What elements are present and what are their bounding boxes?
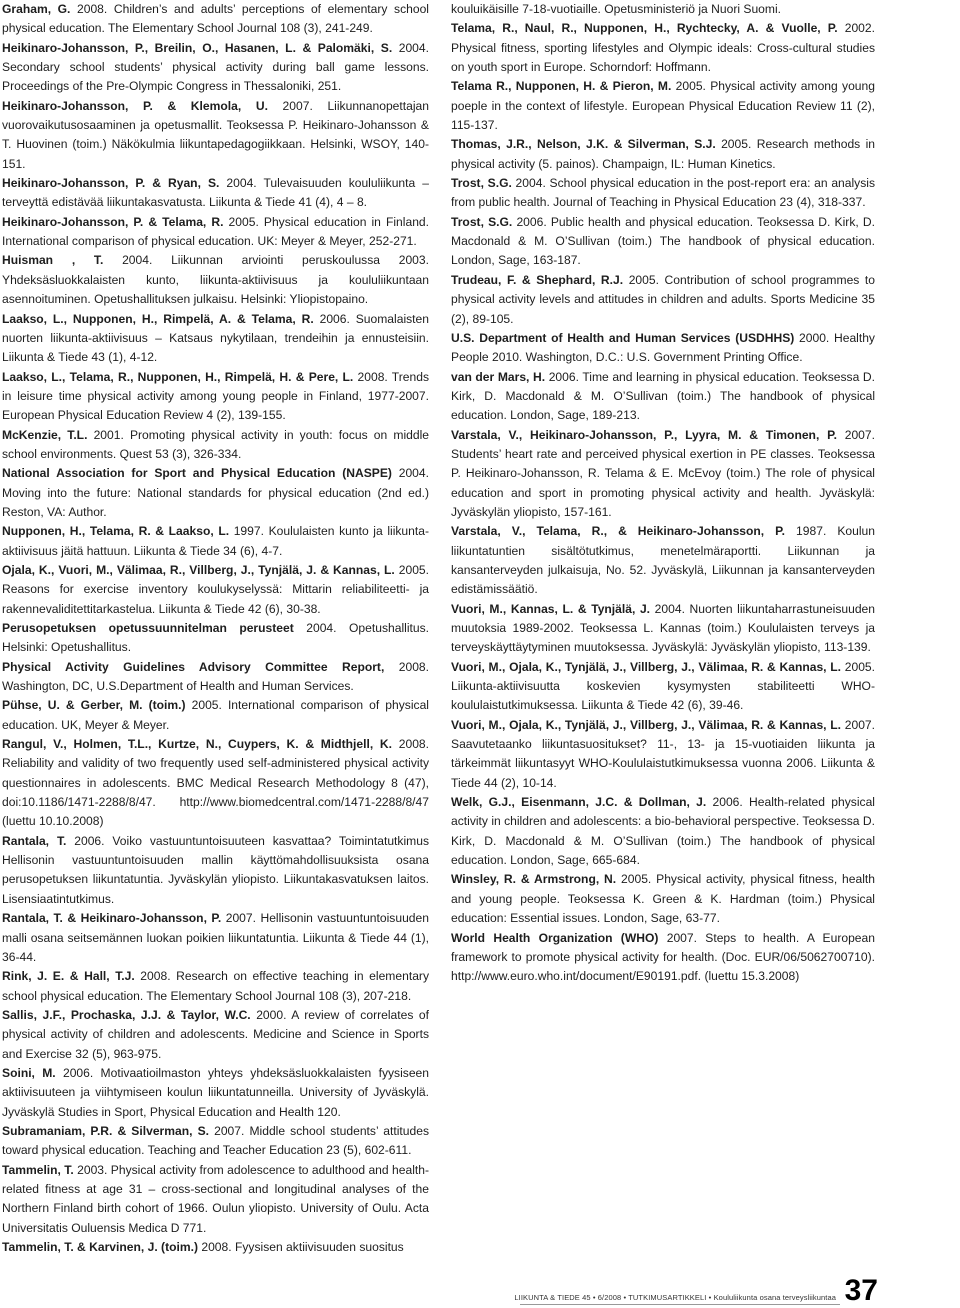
reference-entry: [2, 251, 429, 309]
reference-entry: [2, 0, 429, 39]
reference-text: 2006. Time and learning in physical education. Teoksessa D. Kirk, D. Macdonald & M. O’Sullivan (toim.) The handbook of physical education. London, Sage, 189-213.: [451, 369, 875, 423]
reference-text: 2004. Liikunnan arviointi peruskoulussa 2003. Yhdeksäsluokkalaisten kunto, liikunta-aktiivisuus ja koululiikuntaan asennoituminen. Opetushallituksen julkaisu. Helsinki: Yliopistopaino.: [2, 253, 429, 307]
reference-text: 2006. Suomalaisten nuorten liikunta-aktiivisuus – Katsaus nykytilaan, trendeihin ja ennusteisiin. Liikunta & Tiede 43 (1), 4-12.: [2, 311, 429, 365]
page-number: 37: [844, 1274, 878, 1307]
reference-author: Rantala, T. & Heikinaro-Johansson, P.: [2, 911, 222, 926]
reference-text: 2008. Reliability and validity of two frequently used self-administered physical activity questionnaires in adolescents. BMC Medical Research Methodology 8 (47), doi:10.1186/1471-2288/8/47. http://www.biomedcentral.com/1471-2288/8/47 (luettu 10.10.2008): [2, 737, 430, 829]
reference-author: Vuori, M., Ojala, K., Tynjälä, J., Villberg, J., Välimaa, R. & Kannas, L.: [451, 659, 842, 674]
running-head: [514, 1293, 836, 1302]
reference-entry: [451, 135, 875, 174]
reference-entry: [451, 716, 875, 793]
reference-text: 2007. Steps to health. A European framework to promote physical activity for health. (Doc. EUR/06/5062700710). http://www.euro.who.int/document/E90191.pdf. (luettu 15.3.2008): [451, 930, 875, 984]
reference-author: Varstala, V., Heikinaro-Johansson, P., Lyyra, M. & Timonen, P.: [451, 427, 837, 442]
reference-author: Subramaniam, P.R. & Silverman, S.: [2, 1123, 210, 1138]
reference-text: 2005. International comparison of physical education. UK, Meyer & Meyer.: [2, 698, 429, 732]
reference-text: 2005. Reasons for exercise inventory koulukyselyssä: Mittarin reliabiliteetti- ja rakennevaliditettitarkastelua. Liikunta & Tiede 42 (6), 30-38.: [2, 562, 430, 616]
reference-author: Telama, R., Naul, R., Nupponen, H., Rychtecky, A. & Vuolle, P.: [451, 21, 838, 36]
reference-author: Vuori, M., Kannas, L. & Tynjälä, J.: [451, 601, 651, 616]
reference-entry: [2, 619, 429, 658]
reference-author: Laakso, L., Nupponen, H., Rimpelä, A. & Telama, R.: [2, 311, 314, 326]
reference-entry: [2, 1238, 429, 1257]
reference-author: Heikinaro-Johansson, P., Breilin, O., Hasanen, L. & Palomäki, S.: [2, 40, 393, 55]
reference-author: U.S. Department of Health and Human Services (USDHHS): [451, 330, 795, 345]
reference-author: Heikinaro-Johansson, P. & Telama, R.: [2, 214, 224, 229]
reference-text: 2008. Research on effective teaching in elementary school physical education. The Elementary School Journal 108 (3), 207-218.: [2, 969, 429, 1003]
reference-author: Pühse, U. & Gerber, M. (toim.): [2, 698, 186, 713]
reference-text: 2001. Promoting physical activity in youth: focus on middle school environments. Quest 53 (3), 326-334.: [2, 427, 430, 461]
reference-text: 1997. Koululaisten kunto ja liikunta-aktiivisuus jäitä hattuun. Liikunta & Tiede 34 (6), 4-7.: [2, 524, 430, 558]
reference-text: 2007. Students’ heart rate and perceived physical exertion in PE classes. Teoksessa P. Heikinaro-Johansson, R. Telama & E. McEvoy (toim.) The role of physical education and sport in promoting physical activity and health. Jyväskylä: Jyväskylän yliopisto, 157-161.: [451, 427, 875, 519]
reference-author: Tammelin, T. & Karvinen, J. (toim.): [2, 1240, 198, 1254]
reference-text: 2000. A review of correlates of physical activity of children and adolescents. Medicine and Science in Sports and Exercise 32 (5), 963-975.: [2, 1007, 430, 1061]
reference-entry: [2, 967, 429, 1006]
reference-text: 2003. Physical activity from adolescence to adulthood and health-related fitness at age 31 – cross-sectional and longitudinal analyses of the Northern Finland birth cohort of 1966. Oulun yliopisto. University of Oulu. Acta Universitatis Ouluensis Medica D 771.: [2, 1162, 429, 1235]
reference-author: Heikinaro-Johansson, P. & Klemola, U.: [2, 98, 268, 113]
reference-entry: [451, 271, 875, 329]
reference-text: 2004. School physical education in the post-report era: an analysis from public health. Journal of Teaching in Physical Education 23 (4), 318-337.: [451, 176, 876, 210]
reference-text: 2004. Tulevaisuuden koululiikunta – terveyttä edistävää liikuntakasvatusta. Liikunta & Tiede 41 (4), 4 – 8.: [2, 176, 429, 210]
reference-text: 2007. Middle school students’ attitudes toward physical education. Teaching and Teacher Education 23 (5), 602-611.: [2, 1123, 430, 1158]
reference-author: Heikinaro-Johansson, P. & Ryan, S.: [2, 176, 220, 191]
reference-author: Varstala, V., Telama, R., & Heikinaro-Johansson, P.: [451, 524, 786, 539]
reference-entry: [2, 1161, 429, 1238]
reference-entry: [2, 310, 429, 368]
reference-text: 2006. Public health and physical education. Teoksessa D. Kirk, D. Macdonald & M. O’Sullivan (toim.) The handbook of physical education. London, Sage, 163-187.: [451, 214, 875, 268]
reference-text: 2006. Voiko vastuuntuntoisuuteen kasvattaa? Toimintatutkimus Hellisonin vastuuntuntoisuuden mallin käyttömahdollisuuksista osana perusopetuksen liikuntatuntia. Jyväskylän yliopisto. Liikuntakasvatuksen laitos. Lisensiaatintutkimus.: [2, 833, 429, 906]
reference-entry: [451, 368, 875, 426]
footer-divider: [520, 1304, 840, 1305]
reference-author: Trudeau, F. & Shephard, R.J.: [451, 272, 624, 287]
reference-text: 2004. Moving into the future: National standards for physical education (2nd ed.) Reston, VA: Author.: [2, 466, 429, 519]
reference-author: Vuori, M., Ojala, K., Tynjälä, J., Villberg, J., Välimaa, R. & Kannas, L.: [451, 717, 842, 732]
reference-author: Tammelin, T.: [2, 1162, 74, 1177]
reference-entry: [2, 174, 429, 213]
reference-author: Physical Activity Guidelines Advisory Committee Report,: [2, 659, 385, 674]
reference-author: Rink, J. E. & Hall, T.J.: [2, 969, 135, 984]
reference-text: 2006. Motivaatioilmaston yhteys yhdeksäsluokkalaisten fyysiseen aktiivisuuteen ja viihtymiseen koulun liikuntatunneilla. University of Jyväskylä. Jyväskylä Studies in Sport, Physical Education and Health 120.: [2, 1065, 430, 1119]
reference-text: 2008. Washington, DC, U.S.Department of Health and Human Services.: [2, 659, 430, 694]
right-reference-column: [451, 0, 875, 987]
reference-author: Telama R., Nupponen, H. & Pieron, M.: [451, 79, 672, 94]
reference-entry: [2, 735, 429, 832]
reference-author: Trost, S.G.: [451, 214, 513, 229]
reference-author: Nupponen, H., Telama, R. & Laakso, L.: [2, 524, 230, 539]
reference-author: Huisman , T.: [2, 253, 104, 268]
reference-text: 2005. Research methods in physical activity (5. painos). Champaign, IL: Human Kinetics.: [451, 137, 875, 171]
reference-text: 1987. Koulun liikuntatuntien sisältötutkimus, menetelmäraportti. Liikunnan ja kansanterveyden julkaisuja, No. 52. Jyväskylä, Liikunnan ja kansanterveyden edistämissäätiö.: [451, 524, 875, 597]
reference-entry: [2, 1064, 429, 1122]
reference-entry: [2, 909, 429, 967]
reference-entry: [451, 522, 875, 599]
reference-author: Soini, M.: [2, 1065, 56, 1080]
reference-text: 2007. Liikunnanopettajan vuorovaikutusosaaminen ja opetusmallit. Teoksessa P. Heikinaro-Johansson & T. Huovinen (toim.) Näkökulmia liikuntapedagogiikkaan. Helsinki, WSOY, 140-151.: [2, 98, 429, 171]
reference-author: World Health Organization (WHO): [451, 930, 659, 945]
reference-text: 2008. Fyysisen aktiivisuuden suositus: [198, 1240, 404, 1254]
reference-entry: [2, 658, 429, 697]
reference-entry: [451, 793, 875, 870]
reference-author: Welk, G.J., Eisenmann, J.C. & Dollman, J.: [451, 795, 707, 810]
reference-text: 2004. Secondary school students’ physical activity during ball game lessons. Proceedings of the Pre-Olympic Congress in Thessaloniki, 251.: [2, 40, 429, 94]
reference-entry: [2, 426, 429, 465]
reference-author: Trost, S.G.: [451, 176, 512, 191]
reference-text: 2008. Children’s and adults’ perceptions of elementary school physical education. The Elementary School Journal 108 (3), 241-249.: [2, 2, 429, 36]
reference-text: 2004. Opetushallitus. Helsinki: Opetushallitus.: [2, 621, 429, 655]
reference-text: 2005. Physical education in Finland. International comparison of physical education. UK: Meyer & Meyer, 252-271.: [2, 214, 430, 249]
reference-entry: [2, 368, 429, 426]
reference-text: 2005. Physical activity, physical fitness, health and young people. Teoksessa K. Green & K. Hardman (toim.) Physical education: Essential issues. London, Sage, 63-77.: [451, 872, 875, 926]
reference-entry: [451, 213, 875, 271]
reference-entry: [2, 213, 429, 252]
reference-entry: [2, 1006, 429, 1064]
left-reference-column: [2, 0, 429, 1257]
reference-text: 2007. Saavutetaanko liikuntasuositukset? 11-, 13- ja 15-vuotiaiden liikunta ja tärkeimmät liikuntasyyt WHO-Koululaistutkimuksessa vuonna 2006. Liikunta & Tiede 44 (2), 10-14.: [451, 717, 876, 790]
reference-author: Ojala, K., Vuori, M., Välimaa, R., Villberg, J., Tynjälä, J. & Kannas, L.: [2, 562, 395, 577]
reference-entry: [2, 97, 429, 174]
reference-text: 2004. Nuorten liikuntaharrastuneisuuden muutoksia 1989-2002. Teoksessa L. Kannas (toim.) Koululaisten terveys ja terveyskäyttäytyminen muutoksessa. Jyväskylä: Jyväskylän yliopisto, 113-139.: [451, 601, 875, 655]
reference-text: 2002. Physical fitness, sporting lifestyles and Olympic ideals: Cross-cultural studies on youth sport in Europe. Schorndorf: Hoffmann.: [451, 21, 875, 75]
reference-author: Thomas, J.R., Nelson, J.K. & Silverman, S.J.: [451, 137, 716, 152]
reference-entry: [451, 174, 875, 213]
reference-entry: [451, 600, 875, 658]
reference-entry: [451, 658, 875, 716]
reference-text: 2000. Healthy People 2010. Washington, D.C.: U.S. Government Printing Office.: [451, 330, 875, 365]
reference-author: van der Mars, H.: [451, 369, 546, 384]
reference-entry: [2, 696, 429, 735]
reference-text: 2006. Health-related physical activity in children and adolescents: a bio-behavioral perspective. Teoksessa D. Kirk, D. Macdonald & M. O’Sullivan (toim.) The handbook of physical education. London, Sage, 665-684.: [451, 795, 875, 868]
reference-author: Rantala, T.: [2, 833, 67, 848]
reference-text: 2007. Hellisonin vastuuntuntoisuuden malli osana seitsemännen luokan poikien liikuntatuntia. Liikunta & Tiede 44 (1), 36-44.: [2, 911, 429, 964]
reference-text: 2005. Physical activity among young poeple in the context of lifestyle. European Physical Education Review 11 (2), 115-137.: [451, 79, 875, 133]
reference-entry: [451, 19, 875, 77]
running-head-main: LIIKUNTA & TIEDE 45 • 6/2008 • TUTKIMUSARTIKKELI •: [514, 1293, 714, 1302]
reference-entry: [451, 870, 875, 928]
reference-entry: [2, 522, 429, 561]
reference-text: 2008. Trends in leisure time physical activity among young people in Finland, 1977-2007. European Physical Education Review 4 (2), 139-155.: [2, 369, 429, 423]
reference-entry: [2, 39, 429, 97]
reference-entry: [2, 832, 429, 909]
reference-entry: [451, 329, 875, 368]
running-head-tail: Koululiikunta osana terveysliikuntaa: [713, 1293, 836, 1302]
reference-entry: [2, 561, 429, 619]
reference-author: National Association for Sport and Physical Education (NASPE): [2, 466, 392, 481]
reference-entry: [2, 464, 429, 522]
reference-entry: [451, 929, 875, 987]
reference-entry: [2, 1122, 429, 1161]
reference-entry: [451, 426, 875, 523]
reference-author: Graham, G.: [2, 2, 71, 16]
reference-author: McKenzie, T.L.: [2, 427, 88, 442]
reference-entry: [451, 0, 875, 19]
page-footer: [0, 1260, 960, 1307]
reference-text: 2005. Liikunta-aktiivisuutta koskevien kysymysten stabiliteetti WHO-koululaistutkimuksessa. Liikunta & Tiede 42 (6), 39-46.: [451, 659, 876, 713]
reference-author: Winsley, R. & Armstrong, N.: [451, 872, 617, 887]
reference-text: kouluikäisille 7-18-vuotiaille. Opetusministeriö ja Nuori Suomi.: [451, 2, 782, 16]
reference-entry: [451, 77, 875, 135]
reference-author: Perusopetuksen opetussuunnitelman perusteet: [2, 621, 294, 635]
reference-author: Laakso, L., Telama, R., Nupponen, H., Rimpelä, H. & Pere, L.: [2, 369, 354, 384]
reference-author: Rangul, V., Holmen, T.L., Kurtze, N., Cuypers, K. & Midthjell, K.: [2, 737, 393, 752]
reference-text: 2005. Contribution of school programmes to physical activity levels and attitudes in children and adults. Sports Medicine 35 (2), 89-105.: [451, 272, 875, 326]
reference-author: Sallis, J.F., Prochaska, J.J. & Taylor, W.C.: [2, 1007, 251, 1022]
